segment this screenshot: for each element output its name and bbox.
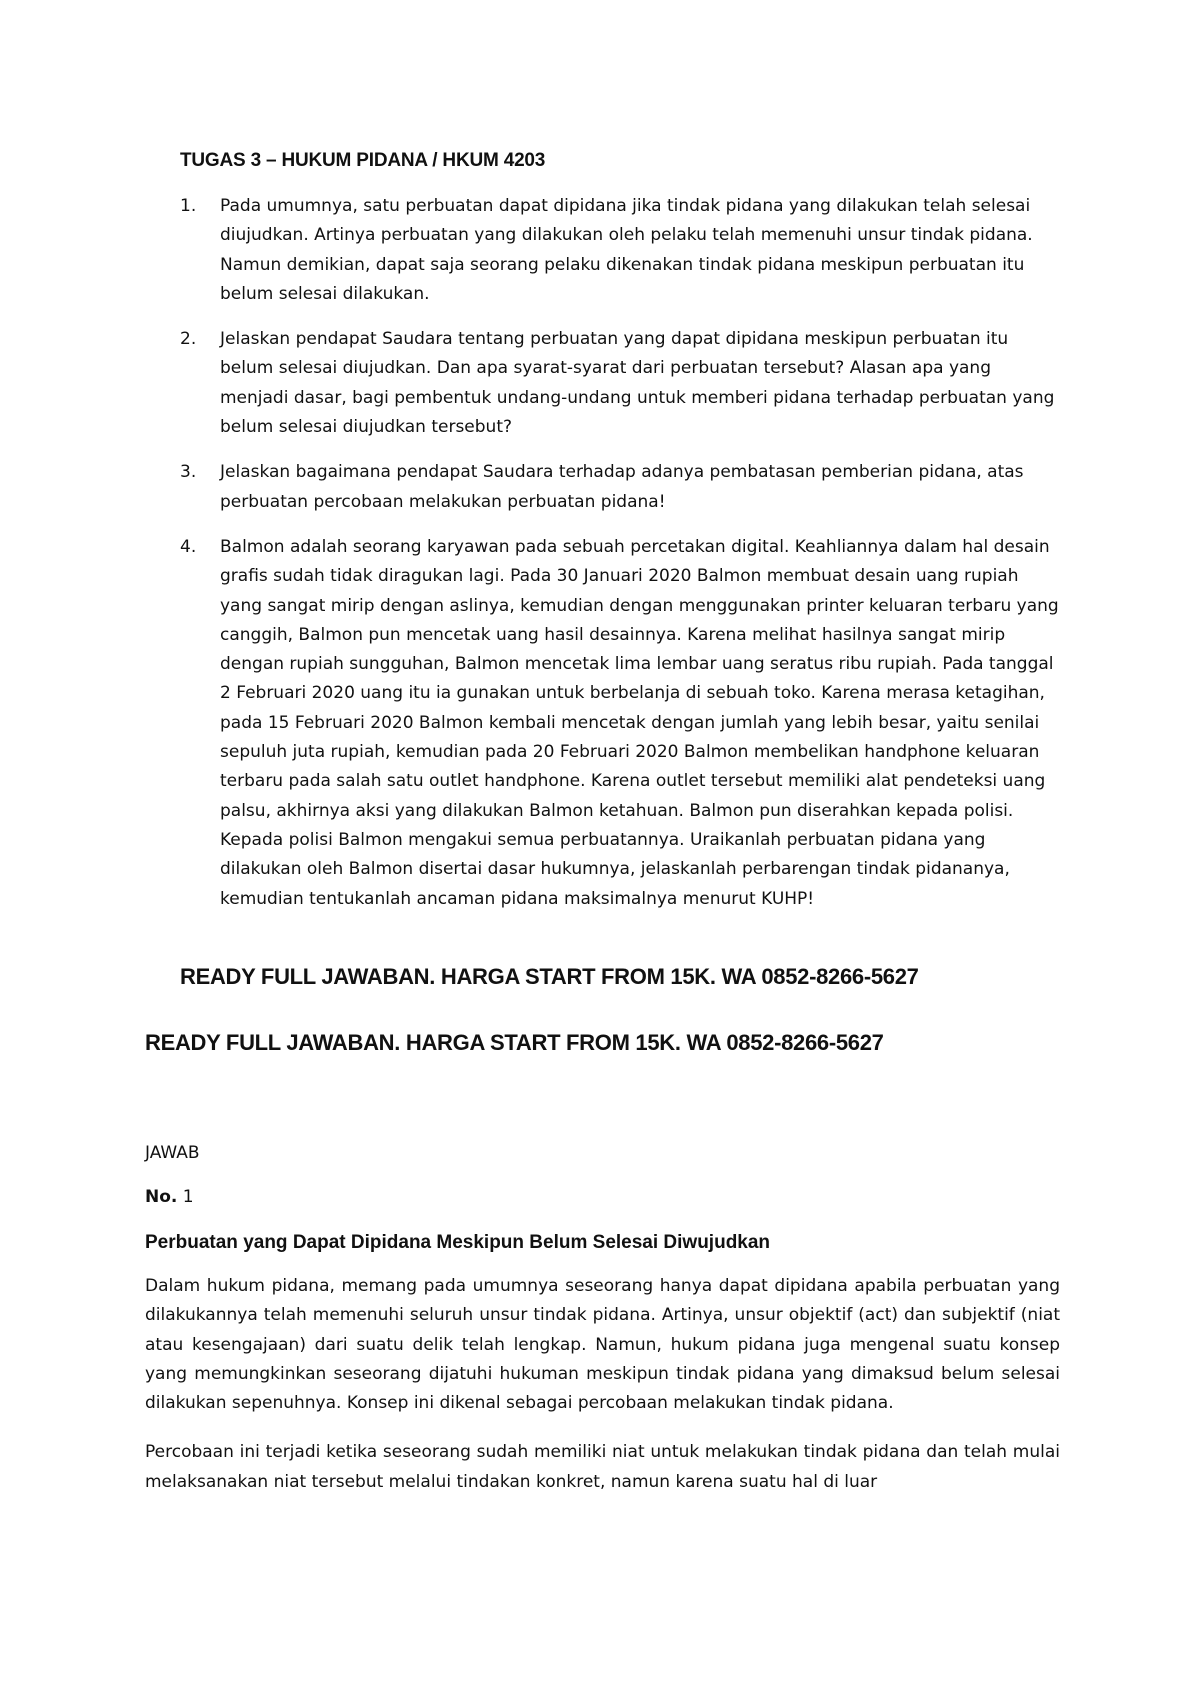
promo-banner-1: READY FULL JAWABAN. HARGA START FROM 15K. WA 0852-8266-5627 [180,964,919,989]
question-number: 2. [180,329,197,350]
answer-number-label: No. [145,1187,178,1207]
document-title: TUGAS 3 – HUKUM PIDANA / HKUM 4203 [180,150,546,171]
question-number: 1. [180,196,197,216]
promo-banner-2: READY FULL JAWABAN. HARGA START FROM 15K. WA 0852-8266-5627 [145,1030,884,1055]
answer-subtitle: Perbuatan yang Dapat Dipidana Meskipun Belum Selesai Diwujudkan [145,1232,771,1253]
question-item-2 [180,325,1060,442]
question-text: Pada umumnya, satu perbuatan dapat dipidana jika tindak pidana yang dilakukan telah selesai diujudkan. Artinya perbuatan yang dilakukan oleh pelaku telah memenuhi unsur tindak pidana. Namun demikian, dapat saja seorang pelaku dikenakan tindak pidana meskipun perbuatan itu belum selesai dilakukan. [220,196,1033,304]
question-item-1 [180,192,1060,309]
question-text: Balmon adalah seorang karyawan pada sebuah percetakan digital. Keahliannya dalam hal desain grafis sudah tidak diragukan lagi. Pada 30 Januari 2020 Balmon membuat desain uang rupiah yang sangat mirip dengan aslinya, kemudian dengan menggunakan printer keluaran terbaru yang canggih, Balmon pun mencetak uang hasil desainnya. Karena melihat hasilnya sangat mirip dengan rupiah sungguhan, Balmon mencetak lima lembar uang seratus ribu rupiah. Pada tanggal 2 Februari 2020 uang itu ia gunakan untuk berbelanja di sebuah toko. Karena merasa ketagihan, pada 15 Februari 2020 Balmon kembali mencetak dengan jumlah yang lebih besar, yaitu senilai sepuluh juta rupiah, kemudian pada 20 Februari 2020 Balmon membelikan handphone keluaran terbaru pada salah satu outlet handphone. Karena outlet tersebut memiliki alat pendeteksi uang palsu, akhirnya aksi yang dilakukan Balmon ketahuan. Balmon pun diserahkan kepada polisi. Kepada polisi Balmon mengakui semua perbuatannya. Uraikanlah perbuatan pidana yang dilakukan oleh Balmon disertai dasar hukumnya, jelaskanlah perbarengan tindak pidananya, kemudian tentukanlah ancaman pidana maksimalnya menurut KUHP! [220,536,1059,909]
question-text: Jelaskan pendapat Saudara tentang perbuatan yang dapat dipidana meskipun perbuatan itu belum selesai diujudkan. Dan apa syarat-syarat dari perbuatan tersebut? Alasan apa yang menjadi dasar, bagi pembentuk undang-undang untuk memberi pidana terhadap perbuatan yang belum selesai diujudkan tersebut? [220,329,1055,438]
answer-number [145,1184,1060,1210]
answer-section [145,1140,1060,1517]
question-text: Jelaskan bagaimana pendapat Saudara terhadap adanya pembatasan pemberian pidana, atas perbuatan percobaan melakukan perbuatan pidana! [220,462,1024,512]
question-item-3 [180,458,1060,517]
answer-paragraph-2: Percobaan ini terjadi ketika seseorang sudah memiliki niat untuk melakukan tindak pidana dan telah mulai melaksanakan niat tersebut melalui tindakan konkret, namun karena suatu hal di luar [145,1442,1060,1492]
answer-heading: JAWAB [145,1143,200,1163]
question-number: 3. [180,462,197,483]
answer-paragraph-1: Dalam hukum pidana, memang pada umumnya seseorang hanya dapat dipidana apabila perbuatan yang dilakukannya telah memenuhi seluruh unsur tindak pidana. Artinya, unsur objektif (act) dan subjektif (niat atau kesengajaan) dari suatu delik telah lengkap. Namun, hukum pidana juga mengenal suatu konsep yang memungkinkan seseorang dijatuhi hukuman meskipun tindak pidana yang dimaksud belum selesai dilakukan sepenuhnya. Konsep ini dikenal sebagai percobaan melakukan tindak pidana. [145,1276,1060,1414]
question-item-4 [180,533,1060,914]
question-number: 4. [180,536,197,557]
answer-number-value: 1 [182,1187,194,1207]
question-list [180,192,1060,930]
